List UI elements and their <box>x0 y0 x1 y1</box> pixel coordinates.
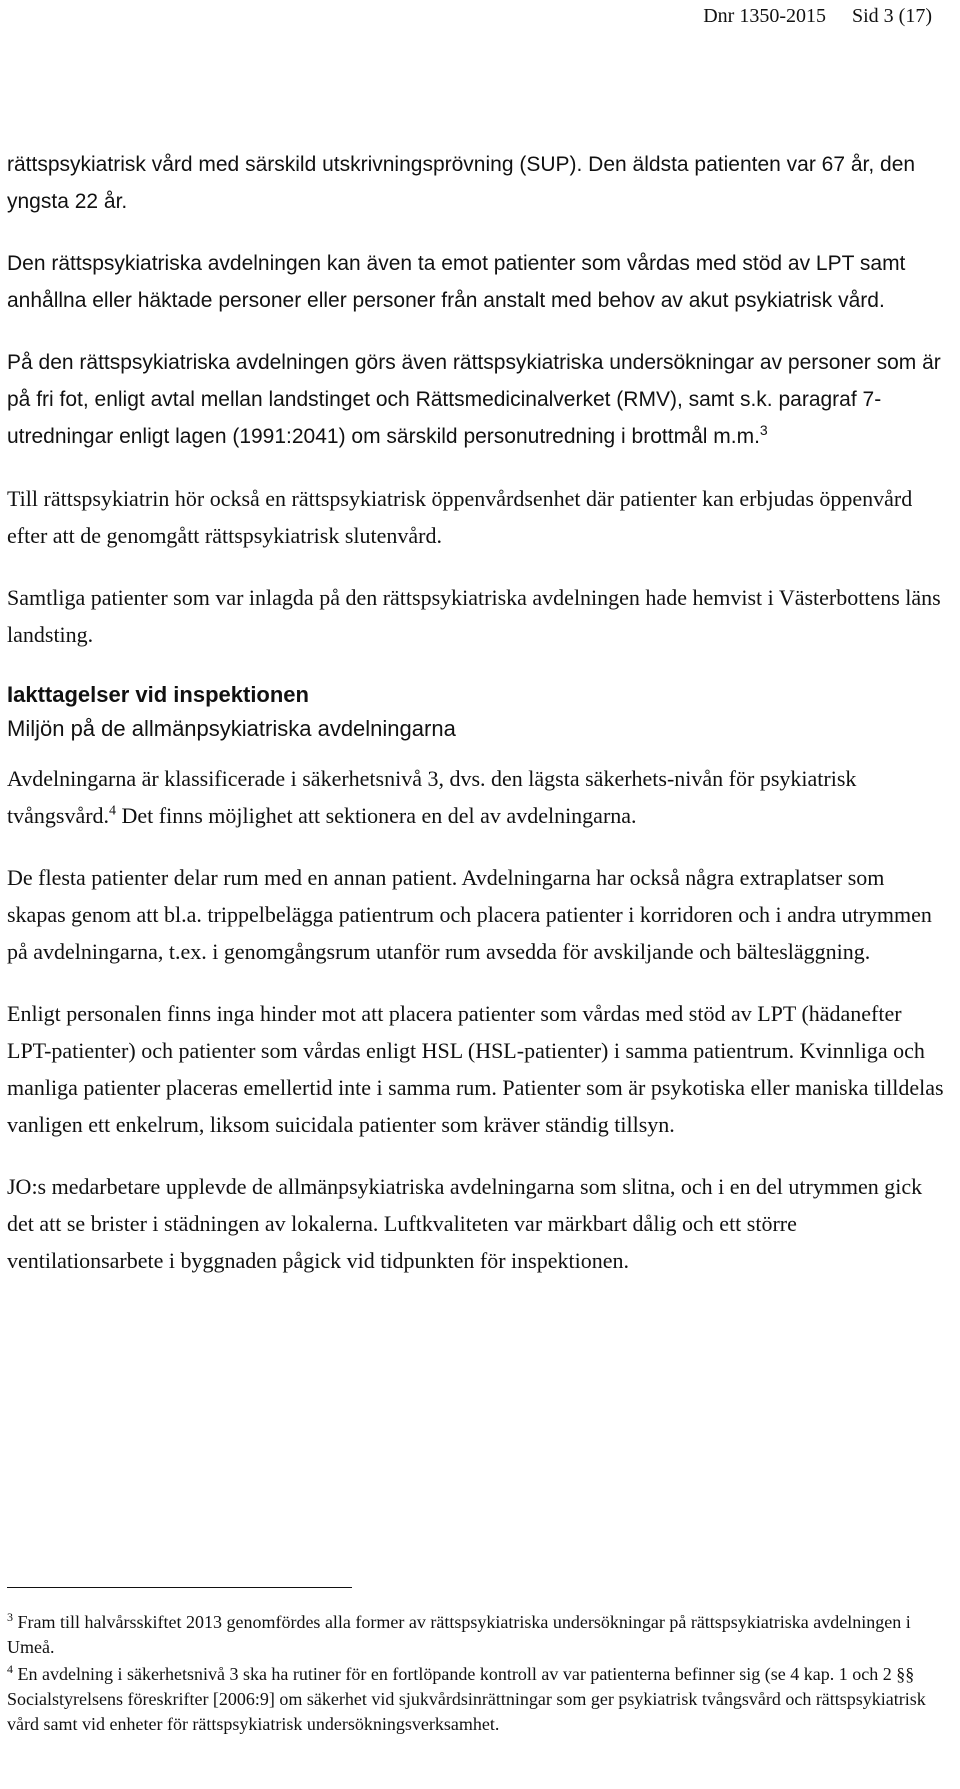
footnote-4-number: 4 <box>7 1662 13 1676</box>
page-number: Sid 3 (17) <box>852 5 932 27</box>
page-header <box>703 4 932 28</box>
paragraph-3-text: På den rättspsykiatriska avdelningen görs även rättspsykiatriska undersökningar av personer som är på fri fot, enligt avtal mellan landstinget och Rättsmedicinalverket (RMV), samt s.k. paragraf 7-utredningar enligt lagen (1991:2041) om särskild personutredning i brottmål m.m. <box>7 351 941 448</box>
footnote-3-number: 3 <box>7 1610 13 1624</box>
footnote-divider <box>7 1587 352 1588</box>
paragraph-6-text-a: Avdelningarna är klassificerade i säkerhetsnivå 3, dvs. den lägsta säkerhets-nivån för psykiatrisk tvångsvård. <box>7 766 857 828</box>
footnote-4 <box>7 1662 947 1737</box>
paragraph-9: JO:s medarbetare upplevde de allmänpsykiatriska avdelningarna som slitna, och i en del utrymmen gick det att se brister i städningen av lokalerna. Luftkvaliteten var märkbart dålig och ett större ventilationsarbete i byggnaden pågick vid tidpunkten för inspektionen. <box>7 1174 923 1273</box>
footnote-ref-3[interactable]: 3 <box>759 422 768 438</box>
section-subheading: Miljön på de allmänpsykiatriska avdelningarna <box>7 716 456 741</box>
paragraph-8: Enligt personalen finns inga hinder mot att placera patienter som vårdas med stöd av LPT (hädanefter LPT-patienter) och patienter som vårdas enligt HSL (HSL-patienter) i samma patientrum. Kvinnliga och manliga patienter placeras emellertid inte i samma rum. Patienter som är psykotiska eller maniska tilldelas vanligen ett enkelrum, liksom suicidala patienter som kräver ständig tillsyn. <box>7 1001 944 1137</box>
paragraph-6 <box>7 760 947 834</box>
footnote-4-text: En avdelning i säkerhetsnivå 3 ska ha rutiner för en fortlöpande kontroll av var patienterna befinner sig (se 4 kap. 1 och 2 §§ Socialstyrelsens föreskrifter [2006:9] om säkerhet vid sjukvårdsinrättningar som ger psykiatrisk tvångsvård och rättspsykiatrisk vård samt vid enheter för rättspsykiatrisk undersökningsverksamhet. <box>7 1664 926 1734</box>
paragraph-5: Samtliga patienter som var inlagda på den rättspsykiatriska avdelningen hade hemvist i Västerbottens läns landsting. <box>7 585 941 647</box>
footnotes <box>7 1587 947 1739</box>
paragraph-7: De flesta patienter delar rum med en annan patient. Avdelningarna har också några extraplatser som skapas genom att bl.a. trippelbelägga patientrum och placera patienter i korridoren och i andra utrymmen på avdelningarna, t.ex. i genomgångsrum utanför rum avsedda för avskiljande och bältesläggning. <box>7 865 932 964</box>
paragraph-1: rättspsykiatrisk vård med särskild utskrivningsprövning (SUP). Den äldsta patienten var 67 år, den yngsta 22 år. <box>7 153 916 213</box>
paragraph-2: Den rättspsykiatriska avdelningen kan även ta emot patienter som vårdas med stöd av LPT samt anhållna eller häktade personer eller personer från anstalt med behov av akut psykiatrisk vård. <box>7 252 906 312</box>
case-number: Dnr 1350-2015 <box>703 5 826 27</box>
paragraph-3 <box>7 344 947 455</box>
paragraph-6-text-b: Det finns möjlighet att sektionera en del av avdelningarna. <box>116 803 637 828</box>
footnote-3 <box>7 1610 947 1660</box>
paragraph-4: Till rättspsykiatrin hör också en rättspsykiatrisk öppenvårdsenhet där patienter kan erbjudas öppenvård efter att de genomgått rättspsykiatrisk slutenvård. <box>7 486 913 548</box>
footnote-ref-4[interactable]: 4 <box>109 803 117 819</box>
section-heading: Iakttagelser vid inspektionen <box>7 682 309 707</box>
document-body <box>7 146 947 1304</box>
footnote-3-text: Fram till halvårsskiftet 2013 genomfördes alla former av rättspsykiatriska undersökningar på rättspsykiatriska avdelningen i Umeå. <box>7 1612 911 1657</box>
